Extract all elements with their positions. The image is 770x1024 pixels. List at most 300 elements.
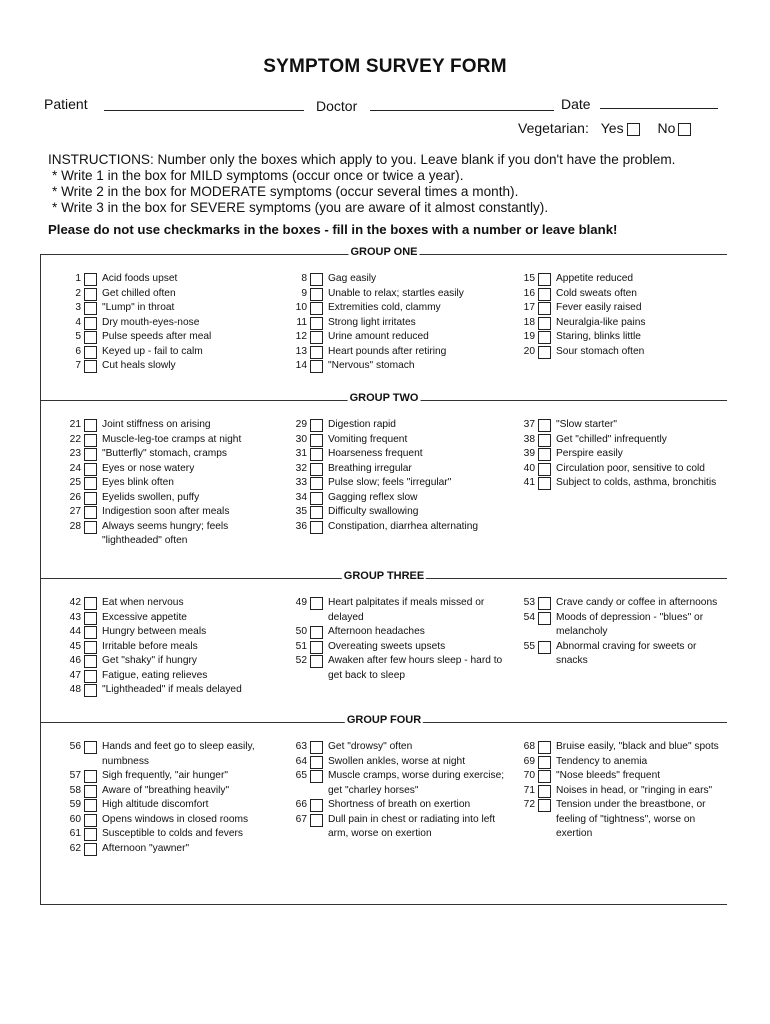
symptom-item (61, 784, 279, 799)
symptom-score-box[interactable] (538, 477, 551, 490)
symptom-item (287, 740, 507, 755)
symptom-number: 4 (75, 316, 81, 328)
symptom-score-box[interactable] (538, 463, 551, 476)
symptom-text: Aware of "breathing heavily" (102, 784, 230, 796)
symptom-number: 50 (295, 626, 307, 637)
symptom-text: Eyes blink often (102, 477, 174, 488)
symptom-score-box[interactable] (84, 288, 97, 301)
symptom-score-box[interactable] (310, 448, 323, 461)
symptom-text: Dry mouth-eyes-nose (102, 316, 200, 328)
date-field[interactable] (600, 108, 718, 109)
symptom-number: 48 (69, 684, 81, 695)
symptom-score-box[interactable] (310, 770, 323, 783)
symptom-score-box[interactable] (84, 597, 97, 610)
symptom-score-box[interactable] (310, 317, 323, 330)
symptom-text: "Lightheaded" if meals delayed (102, 684, 242, 695)
symptom-number: 17 (523, 302, 535, 313)
symptom-number: 27 (69, 506, 81, 517)
symptom-number: 57 (69, 770, 81, 781)
symptom-number: 44 (69, 626, 81, 637)
symptom-score-box[interactable] (84, 655, 97, 668)
symptom-text: "Slow starter" (556, 419, 618, 430)
symptom-score-box[interactable] (84, 741, 97, 754)
symptom-score-box[interactable] (310, 756, 323, 769)
symptom-score-box[interactable] (538, 448, 551, 461)
group-header (41, 570, 727, 586)
symptom-text: Neuralgia-like pains (556, 316, 646, 328)
symptom-text: Eyes or nose watery (102, 462, 195, 474)
group-header (41, 392, 727, 408)
patient-field[interactable] (104, 110, 304, 111)
symptom-score-box[interactable] (310, 288, 323, 301)
symptom-number: 30 (295, 433, 307, 445)
symptom-number: 68 (523, 741, 535, 752)
patient-label: Patient (44, 96, 88, 112)
symptom-number: 26 (69, 491, 81, 503)
symptom-text: Keyed up - fail to calm (102, 345, 203, 357)
symptom-number: 42 (69, 597, 81, 608)
symptom-number: 11 (296, 316, 307, 328)
symptom-item (61, 842, 279, 857)
symptom-score-box[interactable] (84, 317, 97, 330)
doctor-field[interactable] (370, 110, 554, 111)
symptom-text: Fever easily raised (556, 302, 642, 313)
symptom-item (61, 625, 279, 640)
symptom-number: 52 (295, 655, 307, 666)
symptom-text: Urine amount reduced (328, 331, 429, 342)
symptom-number: 24 (69, 462, 81, 474)
symptom-item (287, 491, 507, 506)
symptom-text: Bruise easily, "black and blue" spots (556, 741, 719, 752)
symptom-text: Gag easily (328, 273, 377, 284)
symptom-text: Staring, blinks little (556, 331, 641, 342)
symptom-item (61, 433, 279, 448)
symptom-column (287, 418, 507, 534)
symptom-column (61, 596, 279, 698)
symptom-item (287, 272, 507, 287)
symptom-score-box[interactable] (310, 626, 323, 639)
symptom-item (287, 520, 507, 535)
symptom-text: Muscle cramps, worse during exercise; get "charley horses" (328, 770, 505, 796)
symptom-score-box[interactable] (310, 360, 323, 373)
symptom-column (61, 418, 279, 549)
symptom-score-box[interactable] (84, 770, 97, 783)
symptom-item (287, 330, 507, 345)
symptom-text: Get "shaky" if hungry (102, 655, 198, 666)
checkmark-warning: Please do not use checkmarks in the boxes - fill in the boxes with a number or leave blank! (48, 222, 618, 237)
symptom-score-box[interactable] (84, 799, 97, 812)
instructions-line: * Write 3 in the box for SEVERE symptoms (you are aware of it almost constantly). (52, 200, 549, 215)
symptom-item (287, 596, 507, 625)
symptom-text: Pulse slow; feels "irregular" (328, 477, 452, 488)
symptom-number: 22 (69, 433, 81, 445)
symptom-score-box[interactable] (84, 419, 97, 432)
symptom-score-box[interactable] (310, 273, 323, 286)
symptom-item (287, 418, 507, 433)
symptom-number: 45 (69, 640, 81, 652)
symptom-score-box[interactable] (84, 273, 97, 286)
symptom-text: High altitude discomfort (102, 799, 209, 810)
symptom-item (515, 330, 725, 345)
symptom-text: Constipation, diarrhea alternating (328, 520, 479, 532)
symptom-item (61, 462, 279, 477)
symptom-text: Appetite reduced (556, 273, 634, 284)
symptom-number: 43 (69, 611, 81, 623)
symptom-score-box[interactable] (310, 641, 323, 654)
symptom-number: 59 (69, 799, 81, 810)
symptom-number: 35 (295, 506, 307, 517)
symptom-text: Afternoon "yawner" (102, 842, 190, 854)
symptom-text: "Butterfly" stomach, cramps (102, 448, 227, 459)
symptom-number: 53 (523, 597, 535, 608)
symptom-number: 9 (301, 287, 307, 299)
symptom-score-box[interactable] (310, 799, 323, 812)
symptom-number: 32 (295, 462, 307, 474)
symptom-text: Swollen ankles, worse at night (328, 755, 466, 767)
symptom-item (287, 287, 507, 302)
symptom-text: Get "drowsy" often (328, 741, 413, 752)
symptom-number: 10 (295, 302, 307, 313)
symptom-number: 39 (523, 448, 535, 459)
symptom-item (515, 462, 725, 477)
symptom-score-box[interactable] (84, 360, 97, 373)
symptom-item (515, 301, 725, 316)
symptom-score-box[interactable] (538, 346, 551, 359)
symptom-item (61, 301, 279, 316)
group-section (40, 392, 727, 579)
symptom-item (61, 813, 279, 828)
symptom-number: 15 (523, 273, 535, 284)
symptom-item (515, 316, 725, 331)
symptom-score-box[interactable] (310, 463, 323, 476)
symptom-number: 8 (301, 273, 307, 284)
symptom-column (287, 272, 507, 374)
symptom-text: Dull pain in chest or radiating into left arm, worse on exertion (328, 813, 496, 839)
symptom-item (515, 476, 725, 491)
symptom-item (61, 359, 279, 374)
symptom-number: 14 (295, 360, 307, 371)
symptom-number: 67 (295, 813, 307, 825)
symptom-item (287, 813, 507, 842)
symptom-text: Hoarseness frequent (328, 448, 423, 459)
symptom-score-box[interactable] (538, 641, 551, 654)
symptom-score-box[interactable] (310, 346, 323, 359)
group-title: GROUP THREE (343, 570, 425, 582)
symptom-score-box[interactable] (84, 302, 97, 315)
symptom-text: Crave candy or coffee in afternoons (556, 597, 718, 608)
symptom-text: Overeating sweets upsets (328, 640, 446, 652)
vegetarian-yes-checkbox[interactable] (627, 123, 640, 136)
symptom-item (61, 520, 279, 549)
symptom-number: 49 (295, 597, 307, 608)
symptom-number: 1 (75, 273, 81, 284)
symptom-item (287, 433, 507, 448)
symptom-score-box[interactable] (310, 521, 323, 534)
symptom-item (515, 755, 725, 770)
symptom-number: 55 (523, 640, 535, 652)
symptom-score-box[interactable] (538, 612, 551, 625)
symptom-item (287, 447, 507, 462)
symptom-item (515, 740, 725, 755)
symptom-score-box[interactable] (310, 492, 323, 505)
symptom-item (287, 301, 507, 316)
symptom-text: Fatigue, eating relieves (102, 669, 208, 681)
group-section (40, 714, 727, 905)
symptom-text: Extremities cold, clammy (328, 302, 441, 313)
instructions-line: * Write 2 in the box for MODERATE symptoms (occur several times a month). (52, 184, 519, 199)
symptom-text: Sour stomach often (556, 345, 645, 357)
symptom-item (61, 798, 279, 813)
symptom-number: 38 (523, 433, 535, 445)
symptom-score-box[interactable] (538, 434, 551, 447)
symptom-score-box[interactable] (310, 814, 323, 827)
symptom-item (61, 683, 279, 698)
symptom-item (515, 418, 725, 433)
symptom-item (287, 345, 507, 360)
symptom-text: Strong light irritates (328, 316, 416, 328)
symptom-score-box[interactable] (310, 477, 323, 490)
symptom-score-box[interactable] (538, 302, 551, 315)
symptom-score-box[interactable] (84, 448, 97, 461)
symptom-score-box[interactable] (84, 612, 97, 625)
symptom-item (287, 462, 507, 477)
symptom-number: 63 (295, 741, 307, 752)
symptom-item (515, 447, 725, 462)
group-title: GROUP ONE (350, 246, 418, 258)
symptom-item (61, 330, 279, 345)
symptom-text: Pulse speeds after meal (102, 331, 212, 342)
symptom-score-box[interactable] (538, 597, 551, 610)
symptom-item (61, 491, 279, 506)
symptom-number: 25 (69, 477, 81, 488)
symptom-text: Afternoon headaches (328, 626, 425, 637)
symptom-number: 47 (69, 669, 81, 681)
symptom-item (287, 798, 507, 813)
symptom-text: "Nose bleeds" frequent (556, 770, 661, 781)
symptom-column (61, 272, 279, 374)
symptom-score-box[interactable] (310, 655, 323, 668)
symptom-score-box[interactable] (84, 785, 97, 798)
symptom-text: Difficulty swallowing (328, 506, 419, 517)
symptom-item (61, 505, 279, 520)
symptom-text: Awaken after few hours sleep - hard to get back to sleep (328, 655, 503, 681)
symptom-text: Opens windows in closed rooms (102, 813, 249, 825)
symptom-text: Hands and feet go to sleep easily, numbness (102, 741, 255, 767)
symptom-text: Abnormal craving for sweets or snacks (556, 640, 697, 666)
symptom-score-box[interactable] (310, 331, 323, 344)
symptom-text: Acid foods upset (102, 273, 178, 284)
symptom-text: Vomiting frequent (328, 433, 408, 445)
group-header (41, 714, 727, 730)
symptom-number: 34 (295, 491, 307, 503)
symptom-text: Breathing irregular (328, 462, 412, 474)
symptom-item (515, 596, 725, 611)
symptom-item (515, 433, 725, 448)
group-header (41, 246, 727, 262)
symptom-number: 64 (295, 755, 307, 767)
symptom-score-box[interactable] (84, 670, 97, 683)
symptom-score-box[interactable] (538, 756, 551, 769)
symptom-text: Get "chilled" infrequently (556, 433, 667, 445)
symptom-text: Cut heals slowly (102, 360, 176, 371)
symptom-item (61, 287, 279, 302)
symptom-text: Subject to colds, asthma, bronchitis (556, 477, 717, 488)
symptom-number: 33 (295, 477, 307, 488)
symptom-score-box[interactable] (84, 641, 97, 654)
symptom-number: 31 (295, 448, 307, 459)
symptom-number: 41 (523, 477, 535, 488)
symptom-item (287, 359, 507, 374)
symptom-item (61, 447, 279, 462)
symptom-number: 36 (295, 520, 307, 532)
symptom-item (61, 418, 279, 433)
symptom-text: Unable to relax; startles easily (328, 287, 464, 299)
symptom-item (287, 505, 507, 520)
symptom-item (61, 476, 279, 491)
symptom-score-box[interactable] (84, 843, 97, 856)
symptom-item (515, 769, 725, 784)
doctor-label: Doctor (316, 98, 358, 114)
symptom-score-box[interactable] (538, 419, 551, 432)
symptom-number: 6 (75, 345, 81, 357)
symptom-number: 65 (295, 770, 307, 781)
symptom-number: 18 (523, 316, 535, 328)
group-section (40, 570, 727, 723)
symptom-score-box[interactable] (310, 302, 323, 315)
symptom-number: 13 (295, 345, 307, 357)
symptom-number: 16 (523, 287, 535, 299)
form-title: SYMPTOM SURVEY FORM (263, 56, 507, 77)
symptom-score-box[interactable] (310, 506, 323, 519)
symptom-number: 58 (69, 784, 81, 796)
symptom-text: Always seems hungry; feels "lightheaded" often (102, 520, 229, 546)
symptom-score-box[interactable] (538, 799, 551, 812)
group-title: GROUP TWO (349, 392, 419, 404)
symptom-number: 28 (69, 520, 81, 532)
symptom-score-box[interactable] (84, 814, 97, 827)
symptom-score-box[interactable] (84, 346, 97, 359)
symptom-score-box[interactable] (310, 419, 323, 432)
symptom-text: Joint stiffness on arising (102, 419, 211, 430)
symptom-column (287, 596, 507, 683)
symptom-number: 19 (523, 331, 535, 342)
symptom-number: 12 (295, 331, 307, 342)
symptom-item (515, 640, 725, 669)
symptom-number: 40 (523, 462, 535, 474)
symptom-text: Eyelids swollen, puffy (102, 491, 200, 503)
symptom-number: 5 (75, 331, 81, 342)
symptom-score-box[interactable] (538, 741, 551, 754)
symptom-item (61, 611, 279, 626)
symptom-score-box[interactable] (84, 434, 97, 447)
symptom-item (287, 640, 507, 655)
symptom-item (287, 625, 507, 640)
symptom-score-box[interactable] (538, 785, 551, 798)
symptom-item (61, 272, 279, 287)
symptom-score-box[interactable] (84, 492, 97, 505)
symptom-score-box[interactable] (310, 597, 323, 610)
symptom-text: Susceptible to colds and fevers (102, 828, 244, 839)
symptom-score-box[interactable] (84, 477, 97, 490)
symptom-text: Irritable before meals (102, 640, 198, 652)
symptom-number: 54 (523, 611, 535, 623)
symptom-item (287, 755, 507, 770)
symptom-score-box[interactable] (310, 434, 323, 447)
symptom-text: Heart palpitates if meals missed or delayed (328, 597, 485, 623)
symptom-item (61, 740, 279, 769)
symptom-text: Excessive appetite (102, 611, 187, 623)
symptom-score-box[interactable] (84, 684, 97, 697)
symptom-item (287, 476, 507, 491)
symptom-number: 70 (523, 770, 535, 781)
instructions-line: INSTRUCTIONS: Number only the boxes which apply to you. Leave blank if you don't have the problem. (48, 152, 676, 167)
vegetarian-no-label: No (657, 120, 676, 136)
vegetarian-label: Vegetarian: (518, 120, 589, 136)
vegetarian-no-checkbox[interactable] (678, 123, 691, 136)
symptom-number: 56 (69, 741, 81, 752)
date-label: Date (561, 96, 591, 112)
symptom-column (515, 740, 725, 842)
symptom-number: 66 (295, 799, 307, 810)
group-title: GROUP FOUR (346, 714, 422, 726)
symptom-number: 20 (523, 345, 535, 357)
symptom-number: 72 (523, 799, 535, 810)
symptom-column (515, 272, 725, 359)
symptom-text: "Nervous" stomach (328, 360, 415, 371)
symptom-score-box[interactable] (538, 273, 551, 286)
symptom-item (515, 272, 725, 287)
symptom-text: Circulation poor, sensitive to cold (556, 462, 705, 474)
symptom-score-box[interactable] (84, 506, 97, 519)
symptom-item (61, 596, 279, 611)
symptom-score-box[interactable] (84, 521, 97, 534)
symptom-item (515, 611, 725, 640)
symptom-column (515, 418, 725, 491)
symptom-score-box[interactable] (84, 828, 97, 841)
symptom-text: Heart pounds after retiring (328, 345, 447, 357)
symptom-score-box[interactable] (538, 288, 551, 301)
symptom-score-box[interactable] (538, 770, 551, 783)
symptom-item (61, 654, 279, 669)
symptom-column (61, 740, 279, 856)
symptom-text: Moods of depression - "blues" or melancholy (556, 611, 704, 637)
symptom-score-box[interactable] (310, 741, 323, 754)
instructions-line: * Write 1 in the box for MILD symptoms (occur once or twice a year). (52, 168, 464, 183)
symptom-score-box[interactable] (84, 626, 97, 639)
symptom-score-box[interactable] (538, 317, 551, 330)
symptom-number: 29 (295, 419, 307, 430)
symptom-item (61, 640, 279, 655)
symptom-score-box[interactable] (84, 331, 97, 344)
symptom-text: Indigestion soon after meals (102, 506, 230, 517)
symptom-item (61, 316, 279, 331)
symptom-score-box[interactable] (84, 463, 97, 476)
symptom-number: 69 (523, 755, 535, 767)
symptom-score-box[interactable] (538, 331, 551, 344)
symptom-item (61, 769, 279, 784)
symptom-number: 61 (69, 828, 81, 839)
symptom-text: Tension under the breastbone, or feeling of "tightness", worse on exertion (556, 799, 706, 839)
vegetarian-row (518, 120, 691, 136)
symptom-number: 3 (75, 302, 81, 313)
symptom-item (515, 345, 725, 360)
symptom-text: Gagging reflex slow (328, 491, 418, 503)
group-section (40, 246, 727, 401)
symptom-item (61, 669, 279, 684)
symptom-text: Hungry between meals (102, 626, 207, 637)
symptom-item (515, 287, 725, 302)
symptom-text: Perspire easily (556, 448, 623, 459)
